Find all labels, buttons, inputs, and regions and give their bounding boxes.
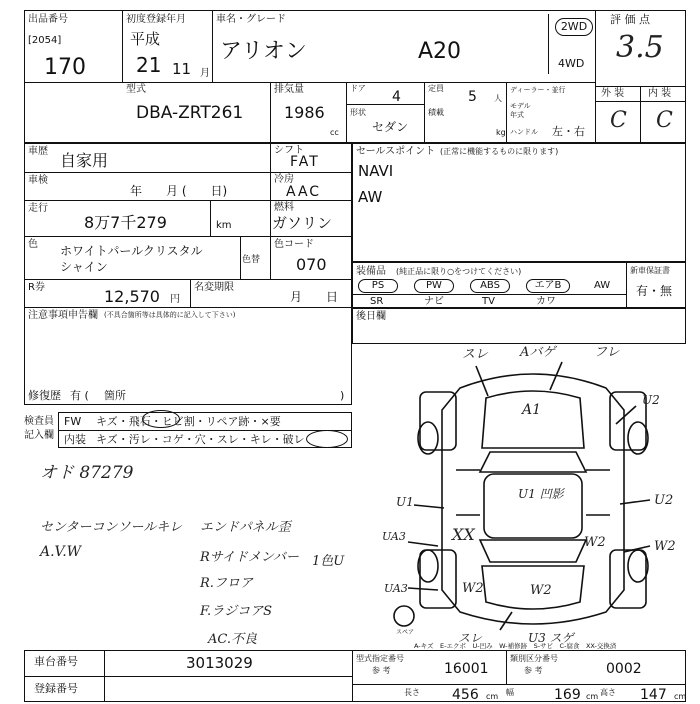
divider bbox=[352, 294, 626, 295]
equipment-tv: TV bbox=[482, 296, 495, 307]
mileage-label: 走行 bbox=[28, 203, 48, 214]
first-reg-label: 初度登録年月 bbox=[126, 14, 186, 25]
color-code-label: 色コード bbox=[274, 239, 314, 250]
inspector-label1: 検査員 bbox=[24, 416, 54, 427]
usage-label: 車歴 bbox=[28, 146, 48, 157]
inspector-label2: 記入欄 bbox=[24, 430, 54, 441]
reg-year: 21 bbox=[136, 53, 162, 77]
circle-mark bbox=[142, 410, 180, 428]
ref-label-2: 参 考 bbox=[524, 666, 543, 675]
color-line2: シャイン bbox=[60, 260, 108, 274]
color-code: 070 bbox=[296, 255, 327, 274]
doors: 4 bbox=[392, 89, 401, 105]
exterior-grade: C bbox=[610, 108, 627, 133]
damage-mark: UA3 bbox=[382, 530, 406, 543]
handwritten-note: Rサイドメンバー bbox=[200, 550, 299, 565]
cc-unit: cc bbox=[330, 128, 339, 137]
divider bbox=[240, 236, 241, 279]
doors-label: ドア bbox=[350, 84, 366, 93]
divider bbox=[506, 650, 507, 684]
damage-mark: U2 bbox=[642, 393, 660, 407]
divider bbox=[352, 650, 353, 702]
color-change-label: 色替 bbox=[242, 255, 261, 265]
shift-label: シフト bbox=[274, 145, 304, 156]
handwritten-note: 1色U bbox=[312, 554, 345, 569]
equipment-chip-aw: AW bbox=[594, 280, 611, 291]
equipment-chip-pw: PW bbox=[414, 279, 454, 293]
divider bbox=[24, 82, 122, 83]
divider bbox=[424, 82, 425, 143]
equipment-chip-abs: ABS bbox=[470, 279, 510, 293]
capacity-unit: 人 bbox=[494, 94, 502, 103]
divider bbox=[104, 650, 105, 702]
lot-label: 出品番号 bbox=[28, 14, 68, 25]
inspector-row1: キズ・飛石・ヒビ割・リペア跡・×要 bbox=[96, 415, 281, 428]
km-unit: km bbox=[216, 220, 232, 231]
height: 147 bbox=[640, 687, 667, 703]
fuel: ガソリン bbox=[272, 214, 333, 232]
after-sale-label: 後日欄 bbox=[356, 311, 386, 322]
equipment-chip-ps: PS bbox=[358, 279, 398, 293]
damage-mark: スレ bbox=[458, 631, 483, 645]
handwritten-note: センターコンソールキレ bbox=[40, 520, 183, 535]
score-label: 評 価 点 bbox=[610, 13, 650, 26]
equipment-leather: カワ bbox=[536, 296, 556, 307]
frame-label: 車台番号 bbox=[34, 655, 78, 668]
repair-label: 修復歴 bbox=[28, 389, 61, 402]
type-label: 型式 bbox=[126, 84, 146, 95]
divider bbox=[24, 279, 352, 280]
equipment-sr: SR bbox=[370, 296, 384, 307]
dealer-label: ディーラー・並行 bbox=[510, 86, 566, 94]
sales-item: NAVI bbox=[358, 162, 394, 180]
car-name: アリオン bbox=[220, 39, 307, 64]
spare-label: スペア bbox=[396, 629, 415, 636]
meigi-label: 名変期限 bbox=[194, 282, 234, 293]
equipment-label: 装備品 bbox=[356, 266, 386, 277]
cm-unit: cm bbox=[586, 692, 599, 701]
frame-number: 3013029 bbox=[186, 654, 253, 672]
ac-label: 冷房 bbox=[274, 174, 294, 185]
ac: AAC bbox=[286, 184, 322, 200]
width: 169 bbox=[554, 687, 581, 703]
capacity-label: 定員 bbox=[428, 84, 444, 93]
era: 平成 bbox=[130, 30, 161, 48]
usage: 自家用 bbox=[60, 151, 109, 170]
equipment-hint: (純正品に限り○をつけてください) bbox=[396, 267, 522, 276]
month-unit: 月 bbox=[200, 68, 210, 79]
sales-hint: (正常に機能するものに限ります) bbox=[440, 147, 559, 156]
drive-2wd-option: 2WD bbox=[555, 18, 593, 36]
divider bbox=[190, 279, 191, 307]
class-label: 類別区分番号 bbox=[510, 654, 558, 663]
grade: A20 bbox=[418, 39, 462, 64]
equipment-navi: ナビ bbox=[424, 296, 444, 307]
divider bbox=[270, 236, 271, 279]
type-code: DBA-ZRT261 bbox=[136, 103, 244, 123]
warranty-label: 新車保証書 bbox=[630, 266, 670, 275]
height-label: 高さ bbox=[600, 688, 616, 697]
recycle-fee: 12,570 bbox=[104, 287, 160, 306]
color-line1: ホワイトパールクリスタル bbox=[60, 244, 203, 258]
divider bbox=[352, 684, 686, 685]
divider bbox=[346, 82, 347, 143]
divider bbox=[122, 82, 595, 83]
interior-grade: C bbox=[656, 108, 673, 133]
ref-label: 参 考 bbox=[372, 666, 391, 675]
length: 456 bbox=[452, 687, 479, 703]
divider bbox=[210, 200, 211, 236]
handwritten-note: エンドパネル歪 bbox=[200, 520, 291, 535]
handle-value: 左・右 bbox=[552, 125, 585, 138]
divider bbox=[24, 307, 352, 308]
fuel-label: 燃料 bbox=[274, 202, 294, 213]
damage-mark: スレ bbox=[462, 347, 489, 362]
inspector-row2: キズ・汚レ・コゲ・穴・スレ・キレ・破レ bbox=[96, 433, 305, 446]
inspection-label: 車検 bbox=[28, 175, 48, 186]
handwritten-note: R.フロア bbox=[200, 576, 253, 591]
circle-mark bbox=[306, 430, 348, 448]
lot-number: 170 bbox=[44, 55, 86, 80]
odo-note: オド 87279 bbox=[40, 463, 134, 483]
inspection: 年 月 ( 日) bbox=[130, 184, 228, 198]
body: セダン bbox=[372, 120, 409, 134]
recycle-label: R券 bbox=[28, 282, 45, 293]
equipment-chip-airbag: エアB bbox=[526, 279, 570, 293]
divider bbox=[24, 676, 352, 677]
notes-hint: (不具合箇所等は具体的に記入して下さい) bbox=[104, 311, 236, 319]
divider bbox=[506, 82, 507, 143]
score-value: 3.5 bbox=[616, 30, 664, 65]
shift: FAT bbox=[290, 154, 320, 170]
inspector-row2-head: 内装 bbox=[64, 433, 86, 446]
damage-mark: U2 bbox=[654, 493, 674, 508]
reg-label: 登録番号 bbox=[34, 682, 78, 695]
mileage: 8万7千279 bbox=[84, 213, 167, 232]
damage-mark: W2 bbox=[654, 539, 676, 554]
displacement: 1986 bbox=[284, 103, 325, 122]
reg-month: 11 bbox=[172, 60, 192, 78]
lot-ref: [2054] bbox=[28, 35, 62, 46]
drive-4wd-option: 4WD bbox=[558, 57, 585, 70]
damage-mark: U3 スゲ bbox=[528, 631, 574, 645]
divider bbox=[58, 430, 352, 431]
damage-mark: フレ bbox=[594, 345, 620, 360]
damage-mark: A1 bbox=[522, 402, 542, 418]
divider bbox=[270, 82, 271, 143]
damage-mark: UA3 bbox=[384, 582, 408, 595]
repair-suffix: 箇所 bbox=[104, 389, 126, 402]
damage-mark: W2 bbox=[530, 583, 552, 598]
divider bbox=[24, 236, 352, 237]
damage-mark: XX bbox=[452, 525, 475, 544]
displacement-label: 排気量 bbox=[274, 84, 304, 95]
damage-mark: U1 bbox=[396, 495, 414, 509]
damage-mark: U1 凹影 bbox=[518, 487, 564, 501]
car-damage-diagram bbox=[380, 340, 686, 650]
model-cert-label: 型式指定番号 bbox=[356, 654, 404, 663]
divider bbox=[346, 104, 424, 105]
divider bbox=[626, 262, 627, 308]
sales-label: セールスポイント bbox=[356, 146, 436, 157]
divider bbox=[212, 10, 213, 82]
capacity: 5 bbox=[468, 89, 477, 105]
damage-mark: Aバゲ bbox=[520, 345, 556, 360]
handle-label: ハンドル bbox=[510, 128, 538, 136]
divider bbox=[122, 10, 123, 82]
repair-close: ) bbox=[340, 389, 345, 402]
divider bbox=[270, 143, 271, 236]
damage-legend: A-キズ E-エクボ U-凹み W-補修跡 S-サビ C-腐食 XX-交換済 bbox=[414, 642, 617, 650]
handwritten-note: A.V.W bbox=[40, 544, 82, 560]
width-label: 幅 bbox=[506, 688, 514, 697]
divider bbox=[24, 172, 352, 173]
model-cert: 16001 bbox=[444, 661, 489, 677]
handwritten-note: F.ラジコアS bbox=[200, 604, 273, 619]
sales-frame bbox=[352, 143, 686, 262]
repair-value: 有 ( bbox=[70, 389, 89, 402]
handwritten-note: AC.不良 bbox=[208, 632, 258, 647]
notes-label: 注意事項申告欄 bbox=[28, 310, 98, 321]
model-year-label: モデル年式 bbox=[510, 102, 531, 119]
cm-unit: cm bbox=[486, 692, 499, 701]
yen-unit: 円 bbox=[170, 294, 180, 305]
exterior-label: 外 装 bbox=[601, 88, 625, 99]
damage-mark: W2 bbox=[584, 535, 606, 550]
length-label: 長さ bbox=[404, 688, 420, 697]
interior-label: 内 装 bbox=[648, 88, 672, 99]
meigi: 月 日 bbox=[290, 290, 339, 304]
divider bbox=[548, 14, 549, 74]
body-label: 形状 bbox=[350, 108, 366, 117]
sales-item: AW bbox=[358, 188, 383, 206]
model-label: 車名・グレード bbox=[216, 14, 286, 25]
after-sale-frame bbox=[352, 308, 686, 344]
warranty-value: 有・無 bbox=[636, 284, 673, 298]
color-label: 色 bbox=[28, 239, 38, 250]
class-number: 0002 bbox=[606, 661, 642, 677]
divider bbox=[640, 86, 641, 143]
damage-mark: W2 bbox=[462, 581, 484, 596]
inspector-row1-head: FW bbox=[64, 415, 82, 428]
divider bbox=[595, 10, 596, 143]
load-label: 積載 bbox=[428, 108, 444, 117]
kg-unit: kg bbox=[496, 128, 506, 137]
cm-unit: cm bbox=[674, 692, 687, 701]
